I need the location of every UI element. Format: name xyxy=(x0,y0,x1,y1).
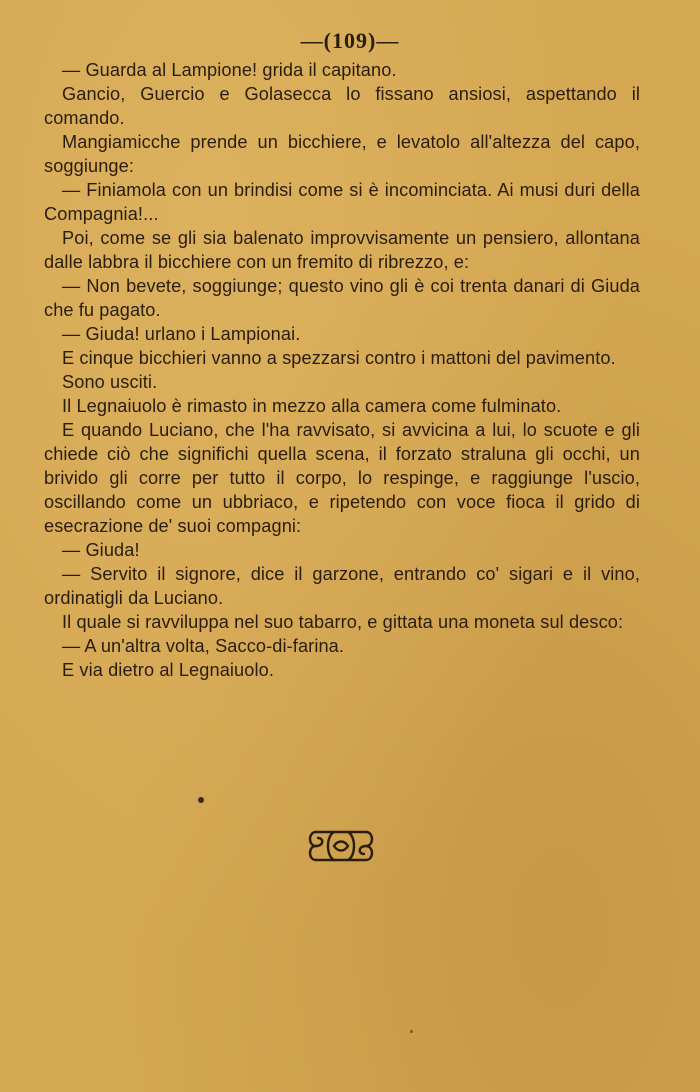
paper-speck xyxy=(322,283,327,291)
paragraph: — Finiamola con un brindisi come si è incominciata. Ai musi duri della Compagnia!... xyxy=(44,180,640,224)
paragraph: — Giuda! xyxy=(62,540,140,560)
paragraph: Sono usciti. xyxy=(62,372,158,392)
paragraph: E quando Luciano, che l'ha ravvisato, si avvicina a lui, lo scuote e gli chiede ciò che significhi quella scena, il forzato straluna gli occhi, un brivido gli corre per tutto il corpo, lo respinge, e raggiunge l'uscio, oscillando come un ubbriaco, e ripetendo con voce fioca il grido di esecrazione de' suoi compagni: xyxy=(44,420,640,536)
paragraph: Il Legnaiuolo è rimasto in mezzo alla camera come fulminato. xyxy=(62,396,562,416)
paragraph: Il quale si ravviluppa nel suo tabarro, e gittata una moneta sul desco: xyxy=(62,612,624,632)
page-number: —(109)— xyxy=(300,28,400,53)
paragraph: — Giuda! urlano i Lampionai. xyxy=(62,324,301,344)
paragraph: E via dietro al Legnaiuolo. xyxy=(62,660,274,680)
paragraph: — A un'altra volta, Sacco-di-farina. xyxy=(62,636,345,656)
paper-speck xyxy=(198,797,204,803)
paragraph: — Servito il signore, dice il garzone, entrando co' sigari e il vino, ordinatigli da Luciano. xyxy=(44,564,640,608)
scroll-ornament-icon xyxy=(306,822,376,870)
paragraph: — Guarda al Lampione! grida il capitano. xyxy=(62,60,397,80)
paragraph: Poi, come se gli sia balenato improvvisamente un pensiero, allontana dalle labbra il bicchiere con un fremito di ribrezzo, e: xyxy=(44,228,640,272)
paragraph: Mangiamicche prende un bicchiere, e levatolo all'altezza del capo, soggiunge: xyxy=(44,132,640,176)
paper-speck xyxy=(410,1030,413,1033)
paragraph: — Non bevete, soggiunge; questo vino gli è coi trenta danari di Giuda che fu pagato. xyxy=(44,276,640,320)
paragraph: Gancio, Guercio e Golasecca lo fissano ansiosi, aspettando il comando. xyxy=(44,84,640,128)
paragraph: E cinque bicchieri vanno a spezzarsi contro i mattoni del pavimento. xyxy=(62,348,616,368)
body-text xyxy=(44,58,640,682)
